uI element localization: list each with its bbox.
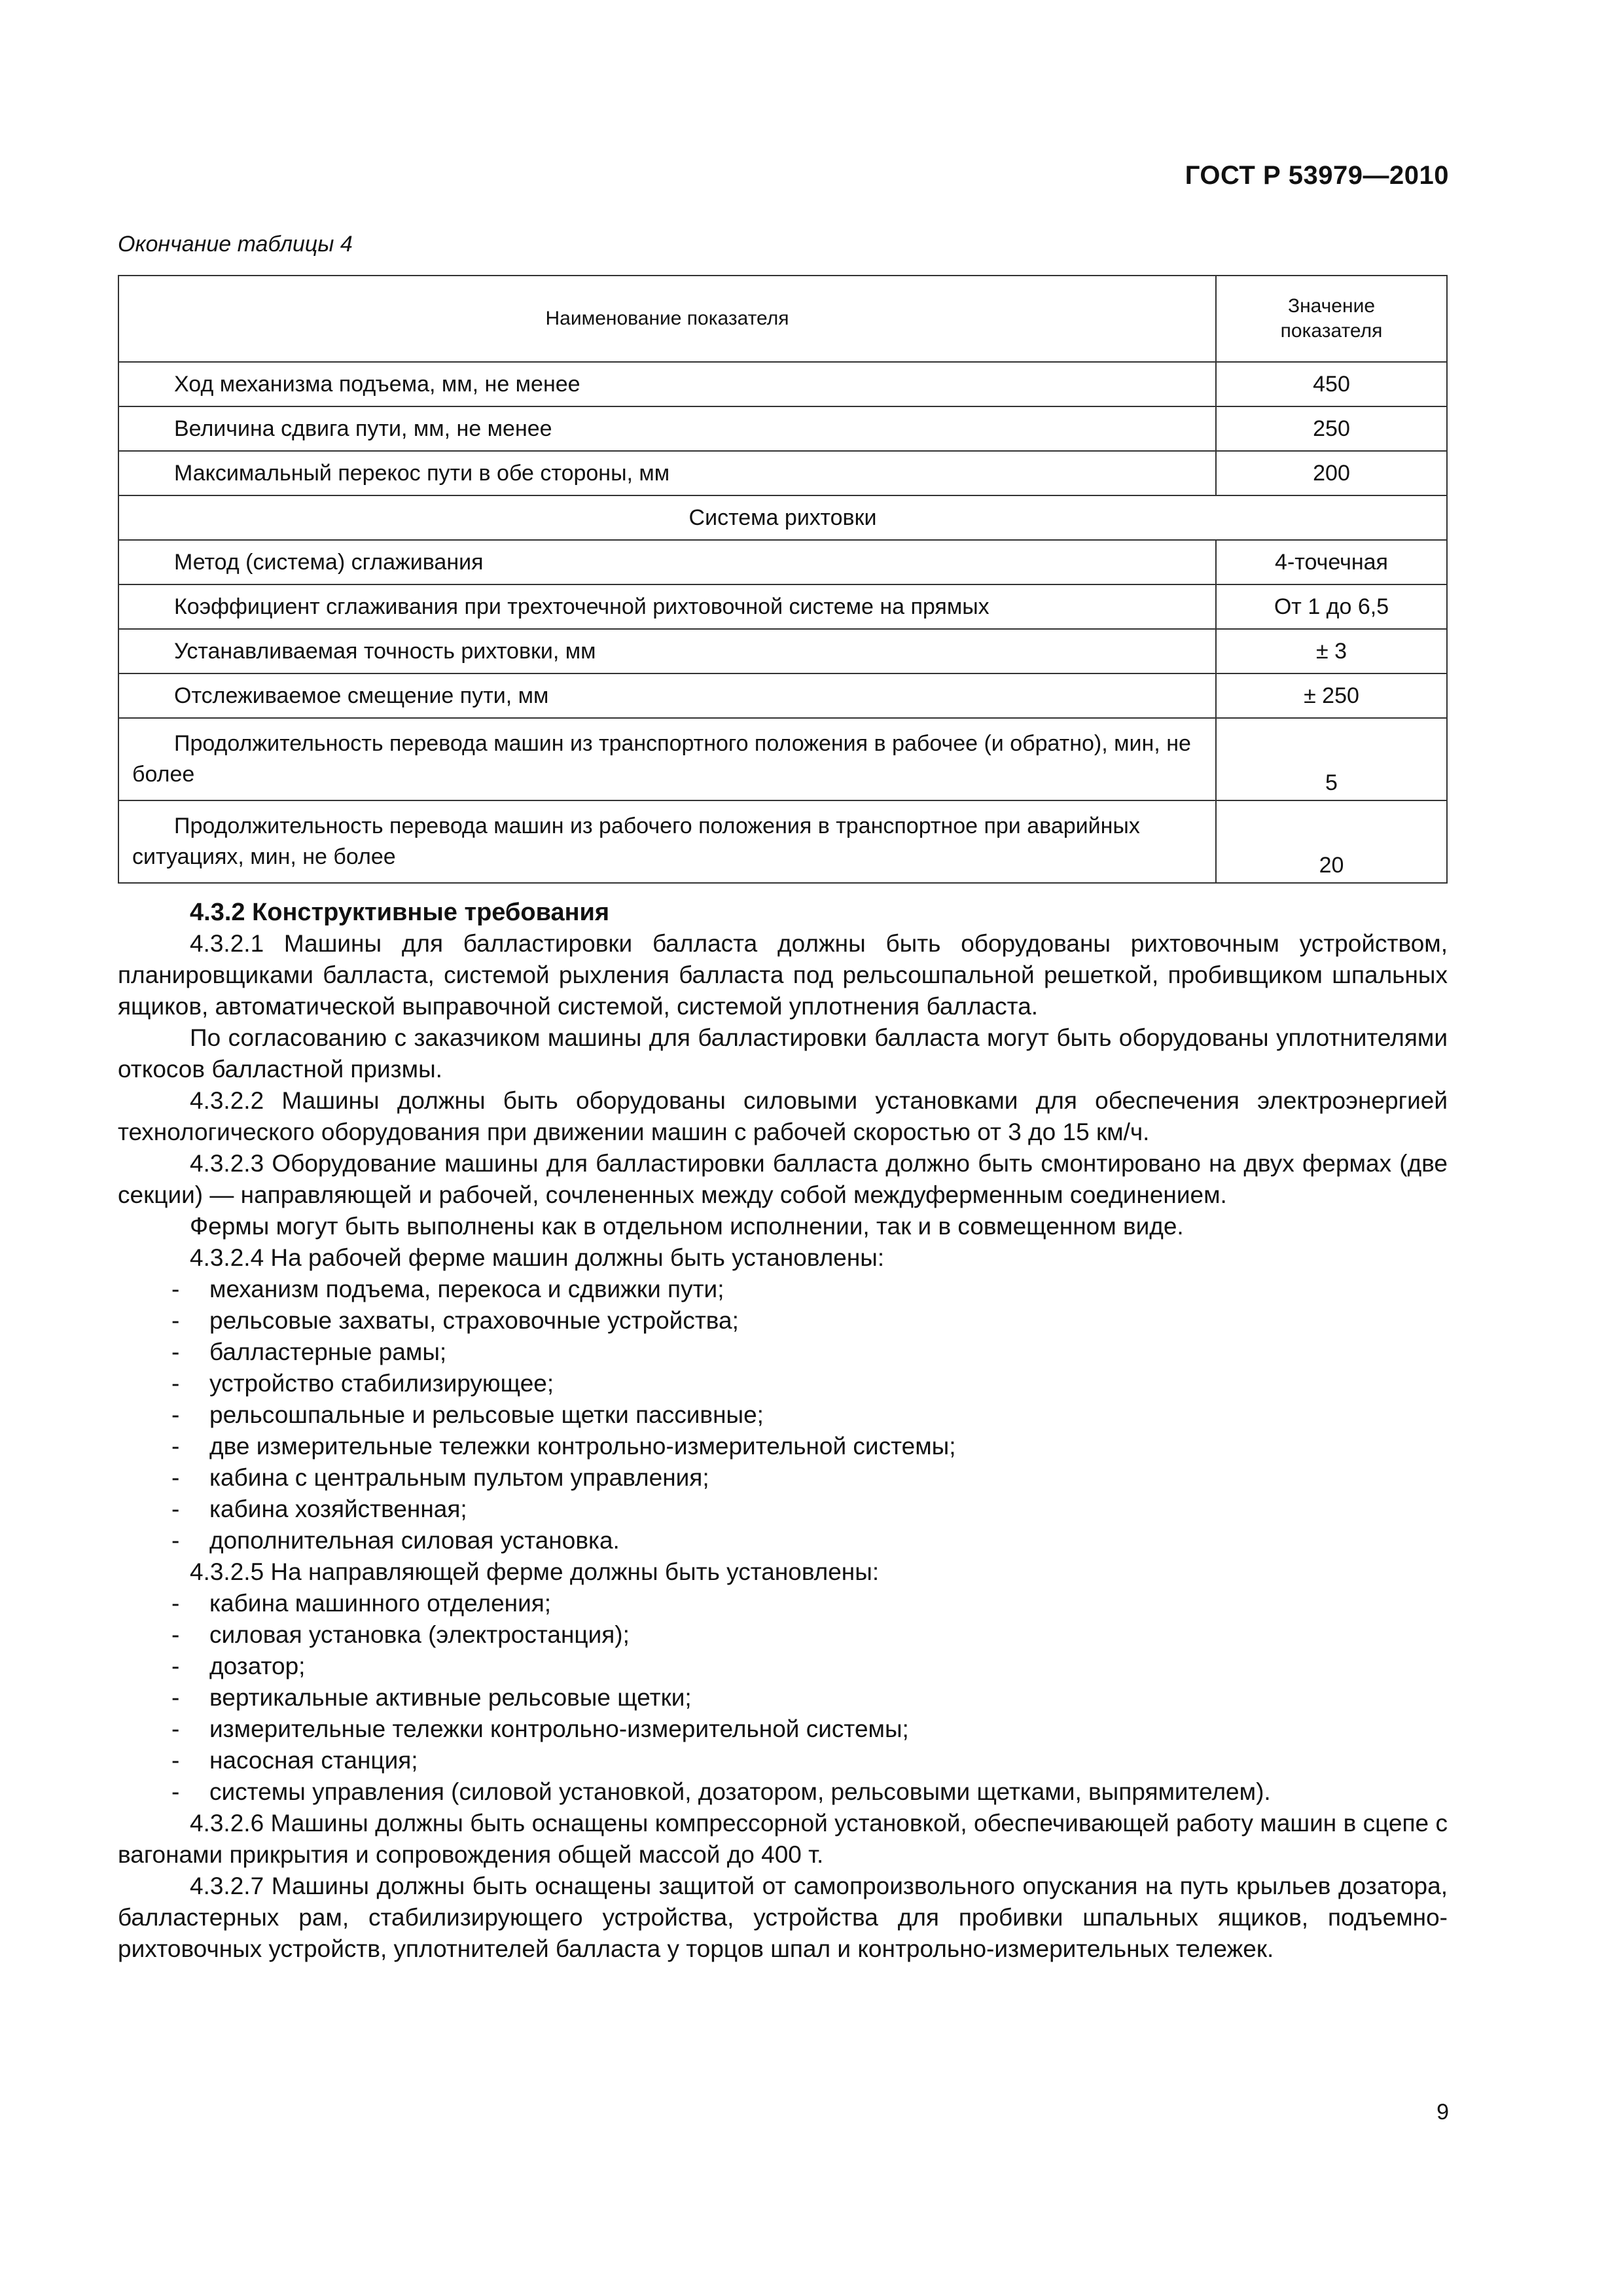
list-item-text: вертикальные активные рельсовые щетки; — [209, 1684, 692, 1711]
list-item-text: механизм подъема, перекоса и сдвижки пути; — [209, 1276, 724, 1302]
table-row — [118, 584, 1447, 629]
list-item: - две измерительные тележки контрольно-измерительной системы; — [118, 1431, 1448, 1462]
document-code: ГОСТ Р 53979—2010 — [1185, 161, 1449, 190]
column-header-name: Наименование показателя — [118, 276, 1216, 362]
list-item-text: две измерительные тележки контрольно-измерительной системы; — [209, 1433, 956, 1460]
list-item: - измерительные тележки контрольно-измерительной системы; — [118, 1713, 1448, 1745]
page-number: 9 — [1436, 2100, 1449, 2125]
table-header-row — [118, 276, 1447, 362]
table-row — [118, 362, 1447, 406]
table-row — [118, 451, 1447, 495]
paragraph: 4.3.2.3 Оборудование машины для балластировки балласта должно быть смонтировано на двух фермах (две секции) — направляющей и рабочей, сочлененных между собой междуферменным соединением. — [118, 1150, 1448, 1208]
param-value: 250 — [1216, 406, 1447, 451]
paragraph: По согласованию с заказчиком машины для балластировки балласта могут быть оборудованы уплотнителями откосов балластной призмы. — [118, 1024, 1448, 1083]
param-name: Ход механизма подъема, мм, не менее — [118, 362, 1216, 406]
param-value: ± 3 — [1216, 629, 1447, 673]
table-row — [118, 540, 1447, 584]
list-item-text: дозатор; — [209, 1653, 306, 1679]
paragraph: Фермы могут быть выполнены как в отдельном исполнении, так и в совмещенном виде. — [190, 1213, 1184, 1240]
list-item-text: балластерные рамы; — [209, 1338, 447, 1365]
list-item-text: рельсовые захваты, страховочные устройства; — [209, 1307, 739, 1334]
param-name: Коэффициент сглаживания при трехточечной рихтовочной системе на прямых — [118, 584, 1216, 629]
list-item: - дозатор; — [118, 1651, 1448, 1682]
param-value: От 1 до 6,5 — [1216, 584, 1447, 629]
list-item: - кабина с центральным пультом управления; — [118, 1462, 1448, 1494]
list-item-text: насосная станция; — [209, 1747, 418, 1774]
param-value: 200 — [1216, 451, 1447, 495]
param-value: 5 — [1216, 718, 1447, 800]
list-item: - механизм подъема, перекоса и сдвижки пути; — [118, 1274, 1448, 1305]
table-row — [118, 800, 1447, 883]
list-item: - рельсошпальные и рельсовые щетки пассивные; — [118, 1399, 1448, 1431]
paragraph: 4.3.2.2 Машины должны быть оборудованы силовыми установками для обеспечения электроэнергией технологического оборудования при движении машин с рабочей скоростью от 3 до 15 км/ч. — [118, 1087, 1448, 1145]
guide-truss-list — [118, 1588, 1448, 1808]
list-item-text: устройство стабилизирующее; — [209, 1370, 554, 1397]
param-value: 450 — [1216, 362, 1447, 406]
table-section-row — [118, 495, 1447, 540]
paragraph: 4.3.2.6 Машины должны быть оснащены компрессорной установкой, обеспечивающей работу машин в сцепе с вагонами прикрытия и сопровождения общей массой до 400 т. — [118, 1810, 1448, 1868]
param-name: Максимальный перекос пути в обе стороны, мм — [118, 451, 1216, 495]
list-item: - дополнительная силовая установка. — [118, 1525, 1448, 1556]
list-item-text: кабина хозяйственная; — [209, 1496, 467, 1522]
list-item: - рельсовые захваты, страховочные устройства; — [118, 1305, 1448, 1336]
list-item-text: кабина машинного отделения; — [209, 1590, 552, 1617]
section-heading: 4.3.2 Конструктивные требования — [190, 899, 610, 926]
list-item: - насосная станция; — [118, 1745, 1448, 1776]
table-row — [118, 629, 1447, 673]
list-item: - балластерные рамы; — [118, 1336, 1448, 1368]
list-item-text: системы управления (силовой установкой, дозатором, рельсовыми щетками, выпрямителем). — [209, 1778, 1271, 1805]
param-value: 20 — [1216, 800, 1447, 883]
list-item: - системы управления (силовой установкой, дозатором, рельсовыми щетками, выпрямителем). — [118, 1776, 1448, 1808]
list-item-text: силовая установка (электростанция); — [209, 1621, 630, 1648]
list-item-text: дополнительная силовая установка. — [209, 1527, 620, 1554]
param-name: Устанавливаемая точность рихтовки, мм — [118, 629, 1216, 673]
list-item-text: измерительные тележки контрольно-измерительной системы; — [209, 1715, 909, 1742]
list-item-text: рельсошпальные и рельсовые щетки пассивные; — [209, 1401, 764, 1428]
table-row — [118, 718, 1447, 800]
list-item-text: кабина с центральным пультом управления; — [209, 1464, 709, 1491]
paragraph: 4.3.2.5 На направляющей ферме должны быть установлены: — [190, 1558, 880, 1585]
list-item: - силовая установка (электростанция); — [118, 1619, 1448, 1651]
paragraph: 4.3.2.4 На рабочей ферме машин должны быть установлены: — [190, 1244, 885, 1271]
table-caption: Окончание таблицы 4 — [118, 232, 353, 257]
paragraph: 4.3.2.1 Машины для балластировки балласта должны быть оборудованы рихтовочным устройством, планировщиками балласта, системой рыхления балласта под рельсошпальной решеткой, пробивщиком шпальных ящиков, автоматической выправочной системой, системой уплотнения балласта. — [118, 930, 1448, 1020]
table-row — [118, 673, 1447, 718]
param-value: 4-точечная — [1216, 540, 1447, 584]
param-name: Продолжительность перевода машин из рабочего положения в транспортное при аварийных ситуациях, мин, не более — [118, 800, 1216, 883]
list-item: - кабина машинного отделения; — [118, 1588, 1448, 1619]
paragraph: 4.3.2.7 Машины должны быть оснащены защитой от самопроизвольного опускания на путь крыльев дозатора, балластерных рам, стабилизирующего устройства, устройства для пробивки шпальных ящиков, подъемно-рихтовочных устройств, уплотнителей балласта у торцов шпал и контрольно-измерительных тележек. — [118, 1873, 1448, 1962]
param-name: Продолжительность перевода машин из транспортного положения в рабочее (и обратно), мин, не более — [118, 718, 1216, 800]
column-header-value: Значение показателя — [1216, 276, 1447, 362]
parameters-table — [118, 275, 1448, 884]
list-item: - кабина хозяйственная; — [118, 1494, 1448, 1525]
body-text — [118, 897, 1448, 1965]
working-truss-list — [118, 1274, 1448, 1556]
param-name: Величина сдвига пути, мм, не менее — [118, 406, 1216, 451]
param-name: Отслеживаемое смещение пути, мм — [118, 673, 1216, 718]
list-item: - вертикальные активные рельсовые щетки; — [118, 1682, 1448, 1713]
section-title: Система рихтовки — [118, 495, 1447, 540]
table-row — [118, 406, 1447, 451]
list-item: - устройство стабилизирующее; — [118, 1368, 1448, 1399]
param-name: Метод (система) сглаживания — [118, 540, 1216, 584]
param-value: ± 250 — [1216, 673, 1447, 718]
